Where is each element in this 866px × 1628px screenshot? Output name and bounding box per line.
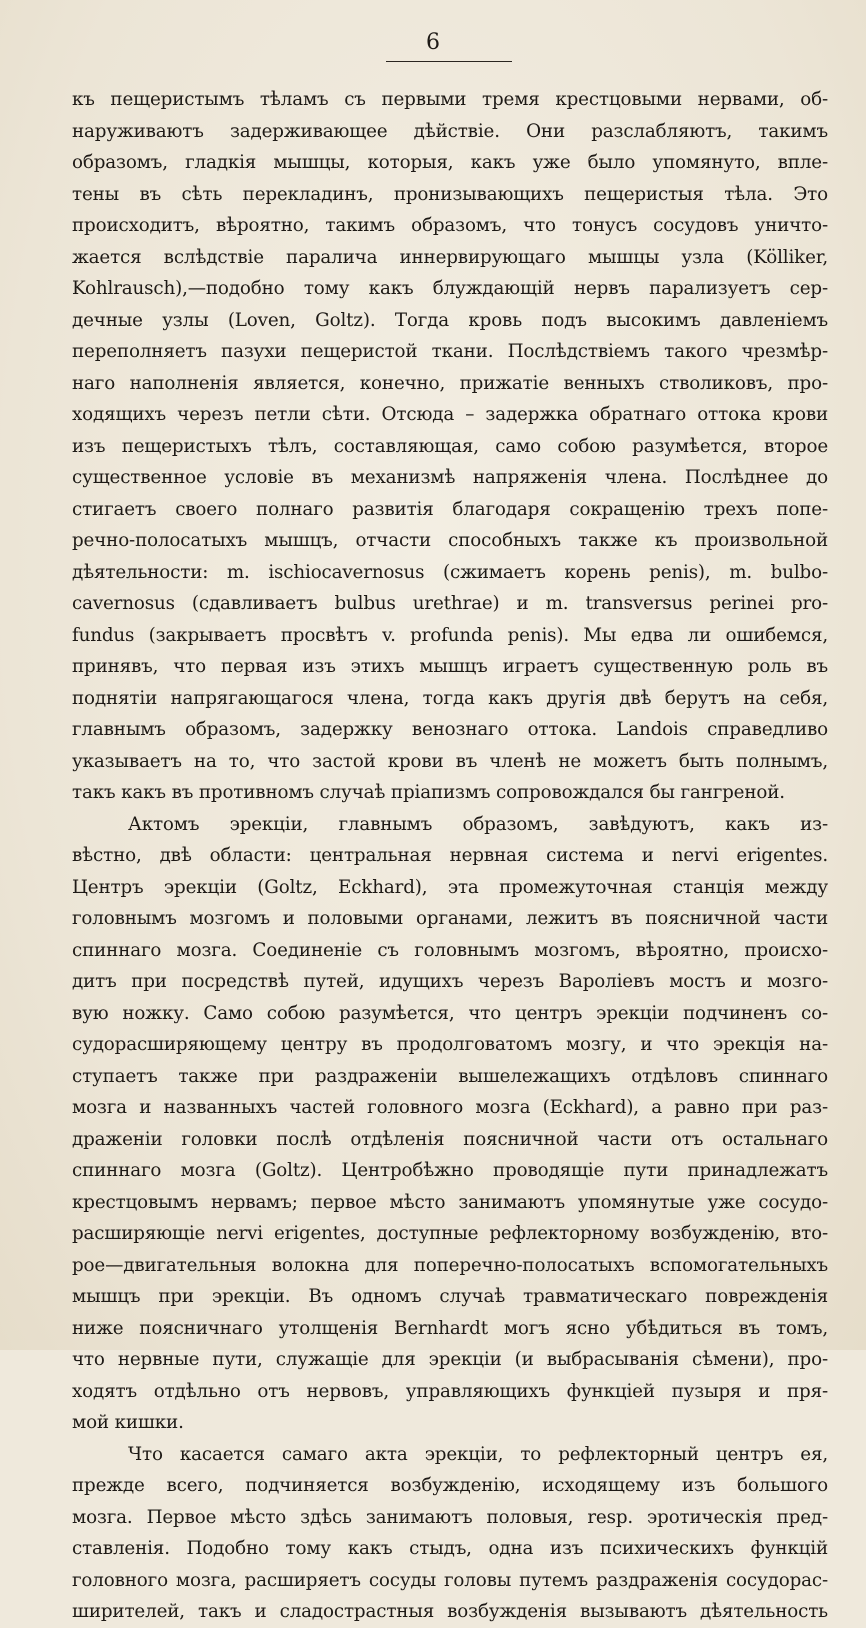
text-line: образомъ, гладкія мышцы, которыя, какъ уже было упомянуто, впле- bbox=[72, 152, 828, 173]
page-number-rule bbox=[386, 61, 512, 62]
text-line: ходятъ отдѣльно отъ нервовъ, управляющихъ функціей пузыря и пря- bbox=[72, 1380, 828, 1402]
text-line: мышцъ при эрекціи. Въ одномъ случаѣ травматическаго поврежденія bbox=[72, 1286, 828, 1307]
text-line: головнымъ мозгомъ и половыми органами, лежитъ въ поясничной части bbox=[72, 908, 828, 929]
text-line: мозга и названныхъ частей головного мозга (Eckhard), а равно при раз- bbox=[72, 1097, 828, 1118]
text-line: крестцовымъ нервамъ; первое мѣсто занимаютъ упомянутые уже сосудо- bbox=[72, 1191, 828, 1213]
text-line: мозга. Первое мѣсто здѣсь занимаютъ половыя, resp. эротическія пред- bbox=[72, 1506, 828, 1528]
paragraph bbox=[72, 1439, 828, 1628]
text-line: стигаетъ своего полнаго развитія благодаря сокращенію трехъ попе- bbox=[72, 498, 828, 520]
text-line: что нервные пути, служащіе для эрекціи (и выбрасыванія сѣмени), про- bbox=[72, 1349, 828, 1370]
text-line: головного мозга, расширяетъ сосуды головы путемъ раздраженія сосудорас- bbox=[72, 1569, 828, 1591]
text-line: Актомъ эрекціи, главнымъ образомъ, завѣдуютъ, какъ из- bbox=[128, 813, 828, 835]
text-line: спиннаго мозга. Соединеніе съ головнымъ мозгомъ, вѣроятно, происхо- bbox=[72, 939, 828, 961]
text-line: ставленія. Подобно тому какъ стыдъ, одна изъ психическихъ функцій bbox=[72, 1538, 828, 1559]
text-line: дѣятельности: m. ischiocavernosus (сжимаетъ корень penis), m. bulbo- bbox=[72, 561, 828, 583]
text-line: рое—двигательныя волокна для поперечно-полосатыхъ вспомогательныхъ bbox=[72, 1254, 828, 1276]
text-line: cavernosus (сдавливаетъ bulbus urethrae) и m. transversus perinei pro- bbox=[72, 593, 828, 614]
text-line: указываетъ на то, что застой крови въ членѣ не можетъ быть полнымъ, bbox=[72, 750, 828, 772]
text-line: изъ пещеристыхъ тѣлъ, составляющая, само собою разумѣется, второе bbox=[72, 435, 828, 457]
text-line: речно-полосатыхъ мышцъ, отчасти способныхъ также къ произвольной bbox=[72, 530, 828, 551]
text-line: расширяющіе nervi erigentes, доступные рефлекторному возбужденію, вто- bbox=[72, 1223, 828, 1244]
text-line: спиннаго мозга (Goltz). Центробѣжно проводящіе пути принадлежатъ bbox=[72, 1160, 828, 1181]
text-line: драженіи головки послѣ отдѣленія поясничной части отъ остальнаго bbox=[72, 1128, 828, 1150]
text-line: вую ножку. Само собою разумѣется, что центръ эрекціи подчиненъ со- bbox=[72, 1002, 828, 1024]
text-line: происходитъ, вѣроятно, такимъ образомъ, что тонусъ сосудовъ уничто- bbox=[72, 215, 828, 236]
text-line: судорасширяющему центру въ продолговатомъ мозгу, и что эрекція на- bbox=[72, 1034, 828, 1055]
text-line: дитъ при посредствѣ путей, идущихъ черезъ Варолiевъ мостъ и мозго- bbox=[72, 971, 828, 992]
text-line: Что касается самаго акта эрекціи, то рефлекторный центръ ея, bbox=[128, 1443, 828, 1465]
text-line: къ пещеристымъ тѣламъ съ первыми тремя крестцовыми нервами, об- bbox=[72, 89, 828, 110]
page-number: 6 bbox=[426, 30, 440, 55]
text-line: ширителей, такъ и сладострастныя возбужденія вызываютъ дѣятельность bbox=[72, 1601, 828, 1622]
text-line: ходящихъ черезъ петли сѣти. Отсюда – задержка обратнаго оттока крови bbox=[72, 404, 828, 425]
text-line: ниже поясничнаго утолщенія Bernhardt могъ ясно убѣдиться въ томъ, bbox=[72, 1317, 828, 1339]
text-line: Kohlrausch),—подобно тому какъ блуждающій нервъ парализуетъ сер- bbox=[72, 278, 828, 299]
text-line: поднятіи напрягающагося члена, тогда какъ другія двѣ берутъ на себя, bbox=[72, 687, 828, 709]
text-line: дечные узлы (Loven, Goltz). Тогда кровь подъ высокимъ давленіемъ bbox=[72, 309, 828, 331]
text-line: прежде всего, подчиняется возбужденію, исходящему изъ большого bbox=[72, 1475, 828, 1496]
text-line: главнымъ образомъ, задержку венознаго оттока. Landois справедливо bbox=[72, 719, 828, 740]
text-line: вѣстно, двѣ области: центральная нервная система и nervi erigentes. bbox=[72, 845, 828, 866]
text-line: наруживаютъ задерживающее дѣйствіе. Они разслабляютъ, такимъ bbox=[72, 120, 828, 142]
text-line: мой кишки. bbox=[72, 1412, 184, 1433]
text-line: переполняетъ пазухи пещеристой ткани. Послѣдствіемъ такого чрезмѣр- bbox=[72, 341, 828, 362]
text-line: тены въ сѣть перекладинъ, пронизывающихъ пещеристыя тѣла. Это bbox=[72, 183, 828, 205]
text-line: fundus (закрываетъ просвѣтъ v. profunda penis). Мы едва ли ошибемся, bbox=[72, 624, 828, 646]
paragraph bbox=[72, 84, 828, 809]
text-line: такъ какъ въ противномъ случаѣ пріапизмъ сопровождался бы гангреной. bbox=[72, 782, 785, 803]
text-line: Центръ эрекціи (Goltz, Eckhard), эта промежуточная станція между bbox=[72, 876, 828, 898]
body-text bbox=[72, 84, 828, 1628]
text-line: наго наполненія является, конечно, прижатіе венныхъ стволиковъ, про- bbox=[72, 372, 828, 394]
text-line: принявъ, что первая изъ этихъ мышцъ играетъ существенную роль въ bbox=[72, 656, 828, 677]
text-line: существенное условіе въ механизмѣ напряженія члена. Послѣднее до bbox=[72, 467, 828, 488]
paragraph bbox=[72, 809, 828, 1439]
text-line: ступаетъ также при раздраженіи вышележащихъ отдѣловъ спиннаго bbox=[72, 1065, 828, 1087]
text-line: жается вслѣдствіе паралича иннервирующаго мышцы узла (Kölliker, bbox=[72, 246, 828, 268]
